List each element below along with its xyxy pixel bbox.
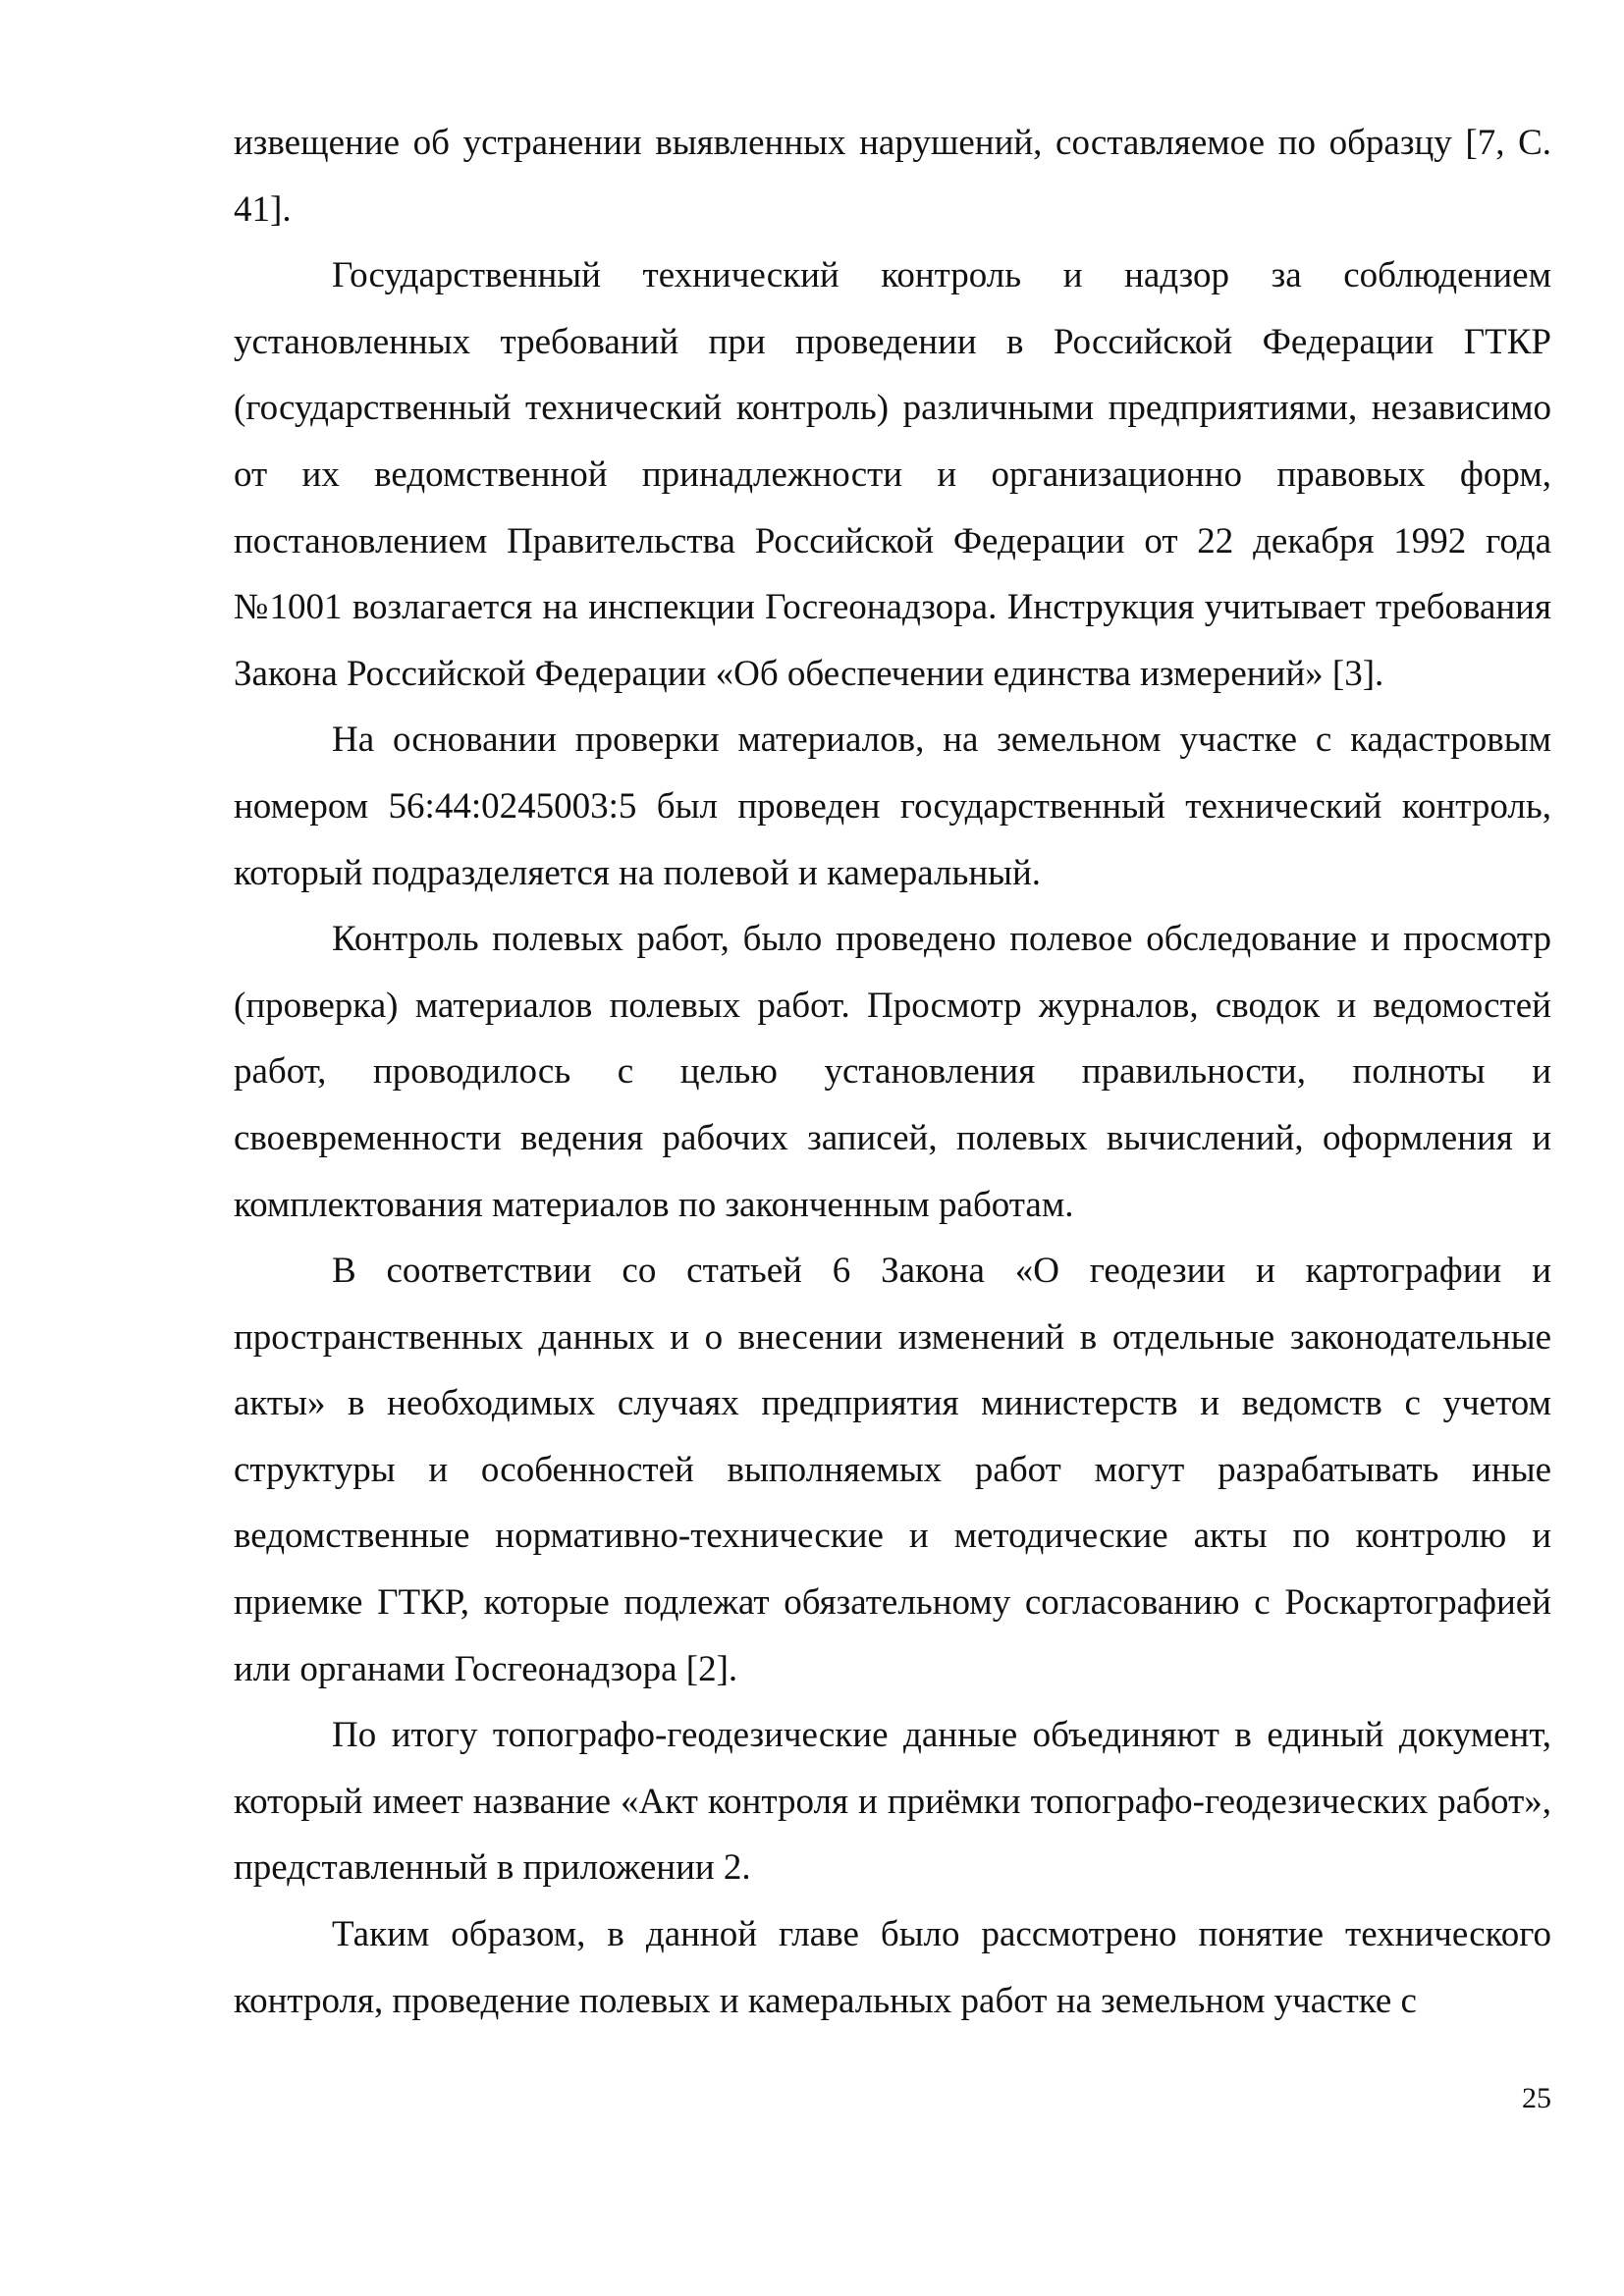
paragraph-continuation: извещение об устранении выявленных нарушений, составляемое по образцу [7, С. 41].: [234, 123, 1551, 230]
paragraph-act: По итогу топографо-геодезические данные объединяют в единый документ, который имеет название «Акт контроля и приёмки топографо-геодезических работ», представленный в приложении 2.: [234, 1715, 1551, 1889]
paragraph-conclusion: Таким образом, в данной главе было рассмотрено понятие технического контроля, проведение полевых и камеральных работ на земельном участке с: [234, 1914, 1551, 2021]
paragraph-field-control: Контроль полевых работ, было проведено полевое обследование и просмотр (проверка) материалов полевых работ. Просмотр журналов, сводок и ведомостей работ, проводилось с целью установления правильности, полноты и своевременности ведения рабочих записей, полевых вычислений, оформления и комплектования материалов по законченным работам.: [234, 919, 1551, 1225]
paragraph-geodesy-law: В соответствии со статьей 6 Закона «О геодезии и картографии и пространственных данных и о внесении изменений в отдельные законодательные акты» в необходимых случаях предприятия министерств и ведомств с учетом структуры и особенностей выполняемых работ могут разрабатывать иные ведомственные нормативно-технические и методические акты по контролю и приемке ГТКР, которые подлежат обязательному согласованию с Роскартографией или органами Госгеонадзора [2].: [234, 1251, 1551, 1689]
paragraph-cadastral-check: На основании проверки материалов, на земельном участке с кадастровым номером 56:44:0245003:5 был проведен государственный технический контроль, который подразделяется на полевой и камеральный.: [234, 720, 1551, 893]
document-body: [234, 110, 1551, 2034]
paragraph-state-control: Государственный технический контроль и надзор за соблюдением установленных требований при проведении в Российской Федерации ГТКР (государственный технический контроль) различными предприятиями, независимо от их ведомственной принадлежности и организационно правовых форм, постановлением Правительства Российской Федерации от 22 декабря 1992 года №1001 возлагается на инспекции Госгеонадзора. Инструкция учитывает требования Закона Российской Федерации «Об обеспечении единства измерений» [3].: [234, 255, 1551, 694]
page-number: 25: [1522, 2082, 1551, 2114]
